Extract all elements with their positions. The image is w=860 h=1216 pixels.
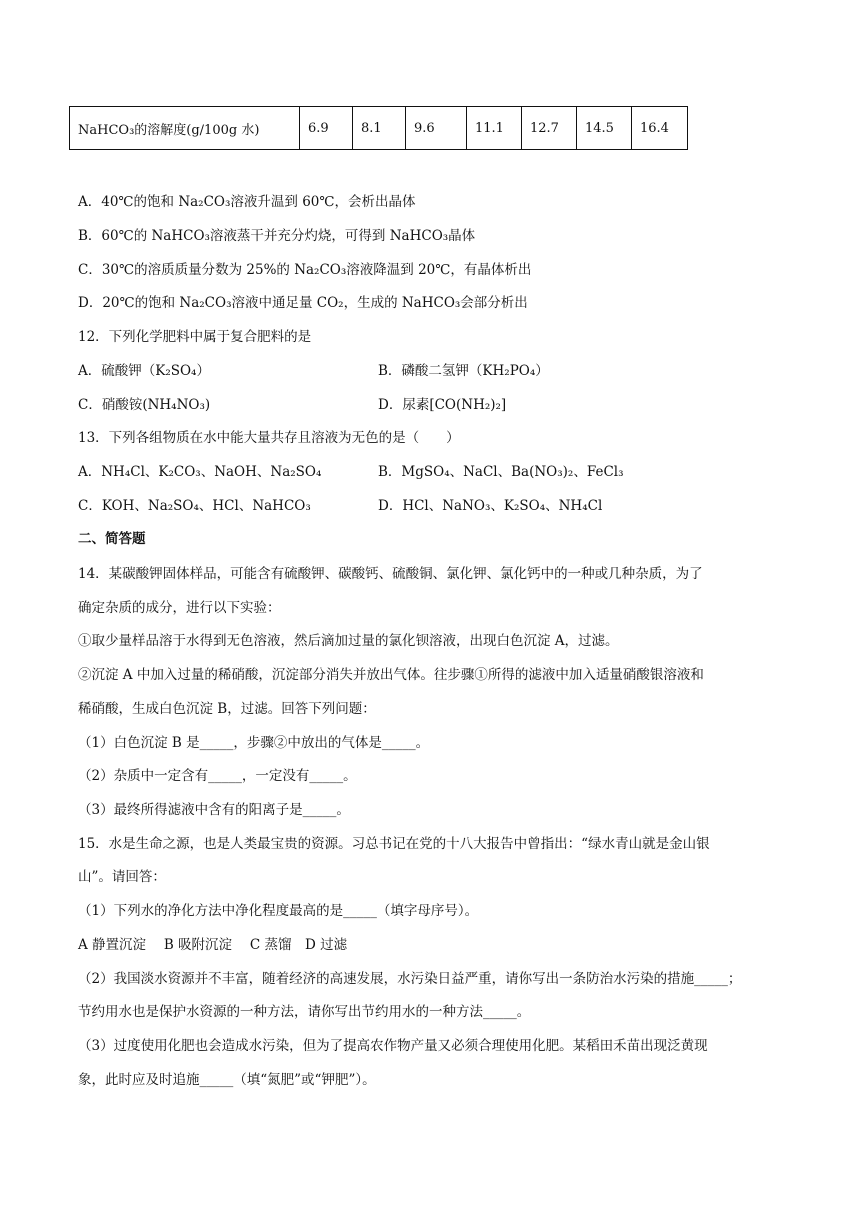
q11-option-a: A．40℃的饱和 Na₂CO₃溶液升温到 60℃，会析出晶体 xyxy=(78,194,416,210)
q13-stem: 13．下列各组物质在水中能大量共存且溶液为无色的是（ ） xyxy=(78,430,460,446)
table-cell: 14.5 xyxy=(577,107,632,150)
table-cell: 9.6 xyxy=(406,107,467,150)
q15-sub3-line2: 象，此时应及时追施_____（填“氮肥”或“钾肥”）。 xyxy=(78,1072,376,1088)
q14-step2-line1: ②沉淀 A 中加入过量的稀硝酸，沉淀部分消失并放出气体。往步骤①所得的滤液中加入适量硝酸银溶液和 xyxy=(78,667,704,683)
q15-stem-line2: 山”。请回答： xyxy=(78,869,166,885)
table-cell: 8.1 xyxy=(353,107,406,150)
q14-step1: ①取少量样品溶于水得到无色溶液，然后滴加过量的氯化钡溶液，出现白色沉淀 A，过滤。 xyxy=(78,633,619,649)
q12-option-a: A．硫酸钾（K₂SO₄） xyxy=(78,363,210,379)
q14-sub1: （1）白色沉淀 B 是_____，步骤②中放出的气体是_____。 xyxy=(78,735,430,751)
table-row xyxy=(70,107,688,150)
q12-stem: 12．下列化学肥料中属于复合肥料的是 xyxy=(78,329,312,345)
q13-option-d: D．HCl、NaNO₃、K₂SO₄、NH₄Cl xyxy=(378,498,603,514)
solubility-table xyxy=(69,106,688,150)
table-cell: 12.7 xyxy=(522,107,577,150)
table-cell: 11.1 xyxy=(467,107,522,150)
q12-option-b: B．磷酸二氢钾（KH₂PO₄） xyxy=(378,363,549,379)
q11-option-d: D．20℃的饱和 Na₂CO₃溶液中通足量 CO₂，生成的 NaHCO₃会部分析出 xyxy=(78,295,528,311)
q14-stem-line2: 确定杂质的成分，进行以下实验： xyxy=(78,600,281,616)
q14-stem-line1: 14．某碳酸钾固体样品，可能含有硫酸钾、碳酸钙、硫酸铜、氯化钾、氯化钙中的一种或几种杂质，为了 xyxy=(78,566,703,582)
table-cell: 6.9 xyxy=(300,107,353,150)
q15-sub2-line1: （2）我国淡水资源并不丰富，随着经济的高速发展，水污染日益严重，请你写出一条防治水污染的措施_____； xyxy=(78,971,742,987)
table-cell: 16.4 xyxy=(632,107,688,150)
q12-option-c: C．硝酸铵(NH₄NO₃) xyxy=(78,397,211,413)
q15-sub1-options: A 静置沉淀 B 吸附沉淀 C 蒸馏 D 过滤 xyxy=(78,937,348,953)
q15-sub2-line2: 节约用水也是保护水资源的一种方法，请你写出节约用水的一种方法_____。 xyxy=(78,1004,531,1020)
q14-sub2: （2）杂质中一定含有_____，一定没有_____。 xyxy=(78,768,357,784)
q13-option-b: B．MgSO₄、NaCl、Ba(NO₃)₂、FeCl₃ xyxy=(378,464,624,480)
q14-step2-line2: 稀硝酸，生成白色沉淀 B，过滤。回答下列问题： xyxy=(78,701,376,717)
q11-option-b: B．60℃的 NaHCO₃溶液蒸干并充分灼烧，可得到 NaHCO₃晶体 xyxy=(78,228,476,244)
q12-option-d: D．尿素[CO(NH₂)₂] xyxy=(378,397,507,413)
q13-option-a: A．NH₄Cl、K₂CO₃、NaOH、Na₂SO₄ xyxy=(78,464,322,480)
q15-sub3-line1: （3）过度使用化肥也会造成水污染，但为了提高农作物产量又必须合理使用化肥。某稻田禾苗出现泛黄现 xyxy=(78,1038,708,1054)
row-label: NaHCO₃的溶解度(g/100g 水) xyxy=(70,107,300,150)
q15-stem-line1: 15．水是生命之源，也是人类最宝贵的资源。习总书记在党的十八大报告中曾指出：“绿水青山就是金山银 xyxy=(78,836,710,852)
q14-sub3: （3）最终所得滤液中含有的阳离子是_____。 xyxy=(78,802,350,818)
q15-sub1: （1）下列水的净化方法中净化程度最高的是_____（填字母序号）。 xyxy=(78,903,479,919)
section-heading: 二、简答题 xyxy=(78,531,146,547)
q13-option-c: C．KOH、Na₂SO₄、HCl、NaHCO₃ xyxy=(78,498,311,514)
q11-option-c: C．30℃的溶质质量分数为 25%的 Na₂CO₃溶液降温到 20℃，有晶体析出 xyxy=(78,262,532,278)
